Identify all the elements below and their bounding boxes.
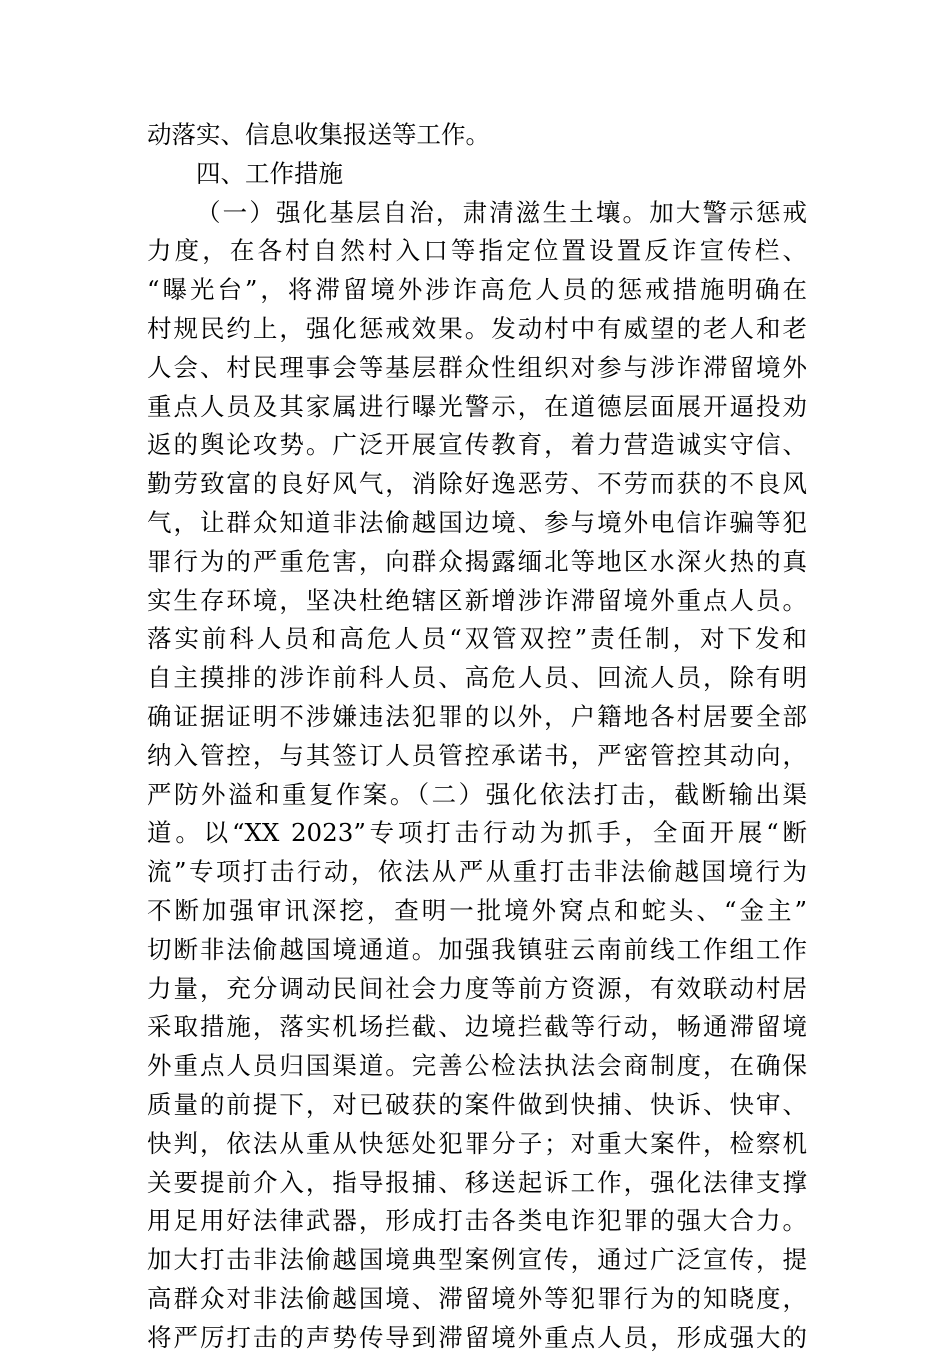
text-line: 高群众对非法偷越国境、滞留境外等犯罪行为的知晓度， <box>147 1283 807 1313</box>
text-line: 动落实、信息收集报送等工作。 <box>147 120 490 149</box>
text-line: 落实前科人员和高危人员“双管双控”责任制，对下发和 <box>147 624 807 654</box>
text-line: 外重点人员归国渠道。完善公检法执法会商制度，在确保 <box>147 1051 807 1081</box>
text-line: 严防外溢和重复作案。（二）强化依法打击，截断输出渠 <box>147 779 807 809</box>
paragraph-first-line: （一）强化基层自治，肃清滋生土壤。加大警示惩戒 <box>196 197 807 227</box>
text-line: 力度，在各村自然村入口等指定位置设置反诈宣传栏、 <box>147 236 807 266</box>
text-line: 加大打击非法偷越国境典型案例宣传，通过广泛宣传，提 <box>147 1245 807 1275</box>
text-line: 流”专项打击行动，依法从严从重打击非法偷越国境行为 <box>147 857 807 887</box>
text-line: 自主摸排的涉诈前科人员、高危人员、回流人员，除有明 <box>147 663 807 693</box>
text-line: 关要提前介入，指导报捕、移送起诉工作，强化法律支撑 <box>147 1167 807 1197</box>
text-line: “曝光台”，将滞留境外涉诈高危人员的惩戒措施明确在 <box>147 275 807 305</box>
text-line: 村规民约上，强化惩戒效果。发动村中有威望的老人和老 <box>147 313 807 343</box>
text-line: 采取措施，落实机场拦截、边境拦截等行动，畅通滞留境 <box>147 1012 807 1042</box>
text-line: 不断加强审讯深挖，查明一批境外窝点和蛇头、“金主” <box>147 895 807 925</box>
document-body <box>147 116 807 1358</box>
text-line: 纳入管控，与其签订人员管控承诺书，严密管控其动向， <box>147 740 807 770</box>
text-line: 力量，充分调动民间社会力度等前方资源，有效联动村居 <box>147 973 807 1003</box>
text-line: 勤劳致富的良好风气，消除好逸恶劳、不劳而获的不良风 <box>147 469 807 499</box>
text-line: 气，让群众知道非法偷越国边境、参与境外电信诈骗等犯 <box>147 507 807 537</box>
text-line: 快判，依法从重从快惩处犯罪分子；对重大案件，检察机 <box>147 1128 807 1158</box>
text-line: 罪行为的严重危害，向群众揭露缅北等地区水深火热的真 <box>147 546 807 576</box>
section-heading: 四、工作措施 <box>196 158 343 188</box>
text-line: 人会、村民理事会等基层群众性组织对参与涉诈滞留境外 <box>147 352 807 382</box>
text-line: 切断非法偷越国境通道。加强我镇驻云南前线工作组工作 <box>147 934 807 964</box>
text-line: 确证据证明不涉嫌违法犯罪的以外，户籍地各村居要全部 <box>147 701 807 731</box>
text-line: 道。以“XX 2023”专项打击行动为抓手，全面开展“断 <box>147 818 807 848</box>
text-line: 重点人员及其家属进行曝光警示，在道德层面展开逼投劝 <box>147 391 807 421</box>
text-line: 返的舆论攻势。广泛开展宣传教育，着力营造诚实守信、 <box>147 430 807 460</box>
text-line: 将严厉打击的声势传导到滞留境外重点人员，形成强大的 <box>147 1322 807 1352</box>
text-line: 质量的前提下，对已破获的案件做到快捕、快诉、快审、 <box>147 1089 807 1119</box>
text-line: 用足用好法律武器，形成打击各类电诈犯罪的强大合力。 <box>147 1206 807 1236</box>
text-line: 实生存环境，坚决杜绝辖区新增涉诈滞留境外重点人员。 <box>147 585 807 615</box>
